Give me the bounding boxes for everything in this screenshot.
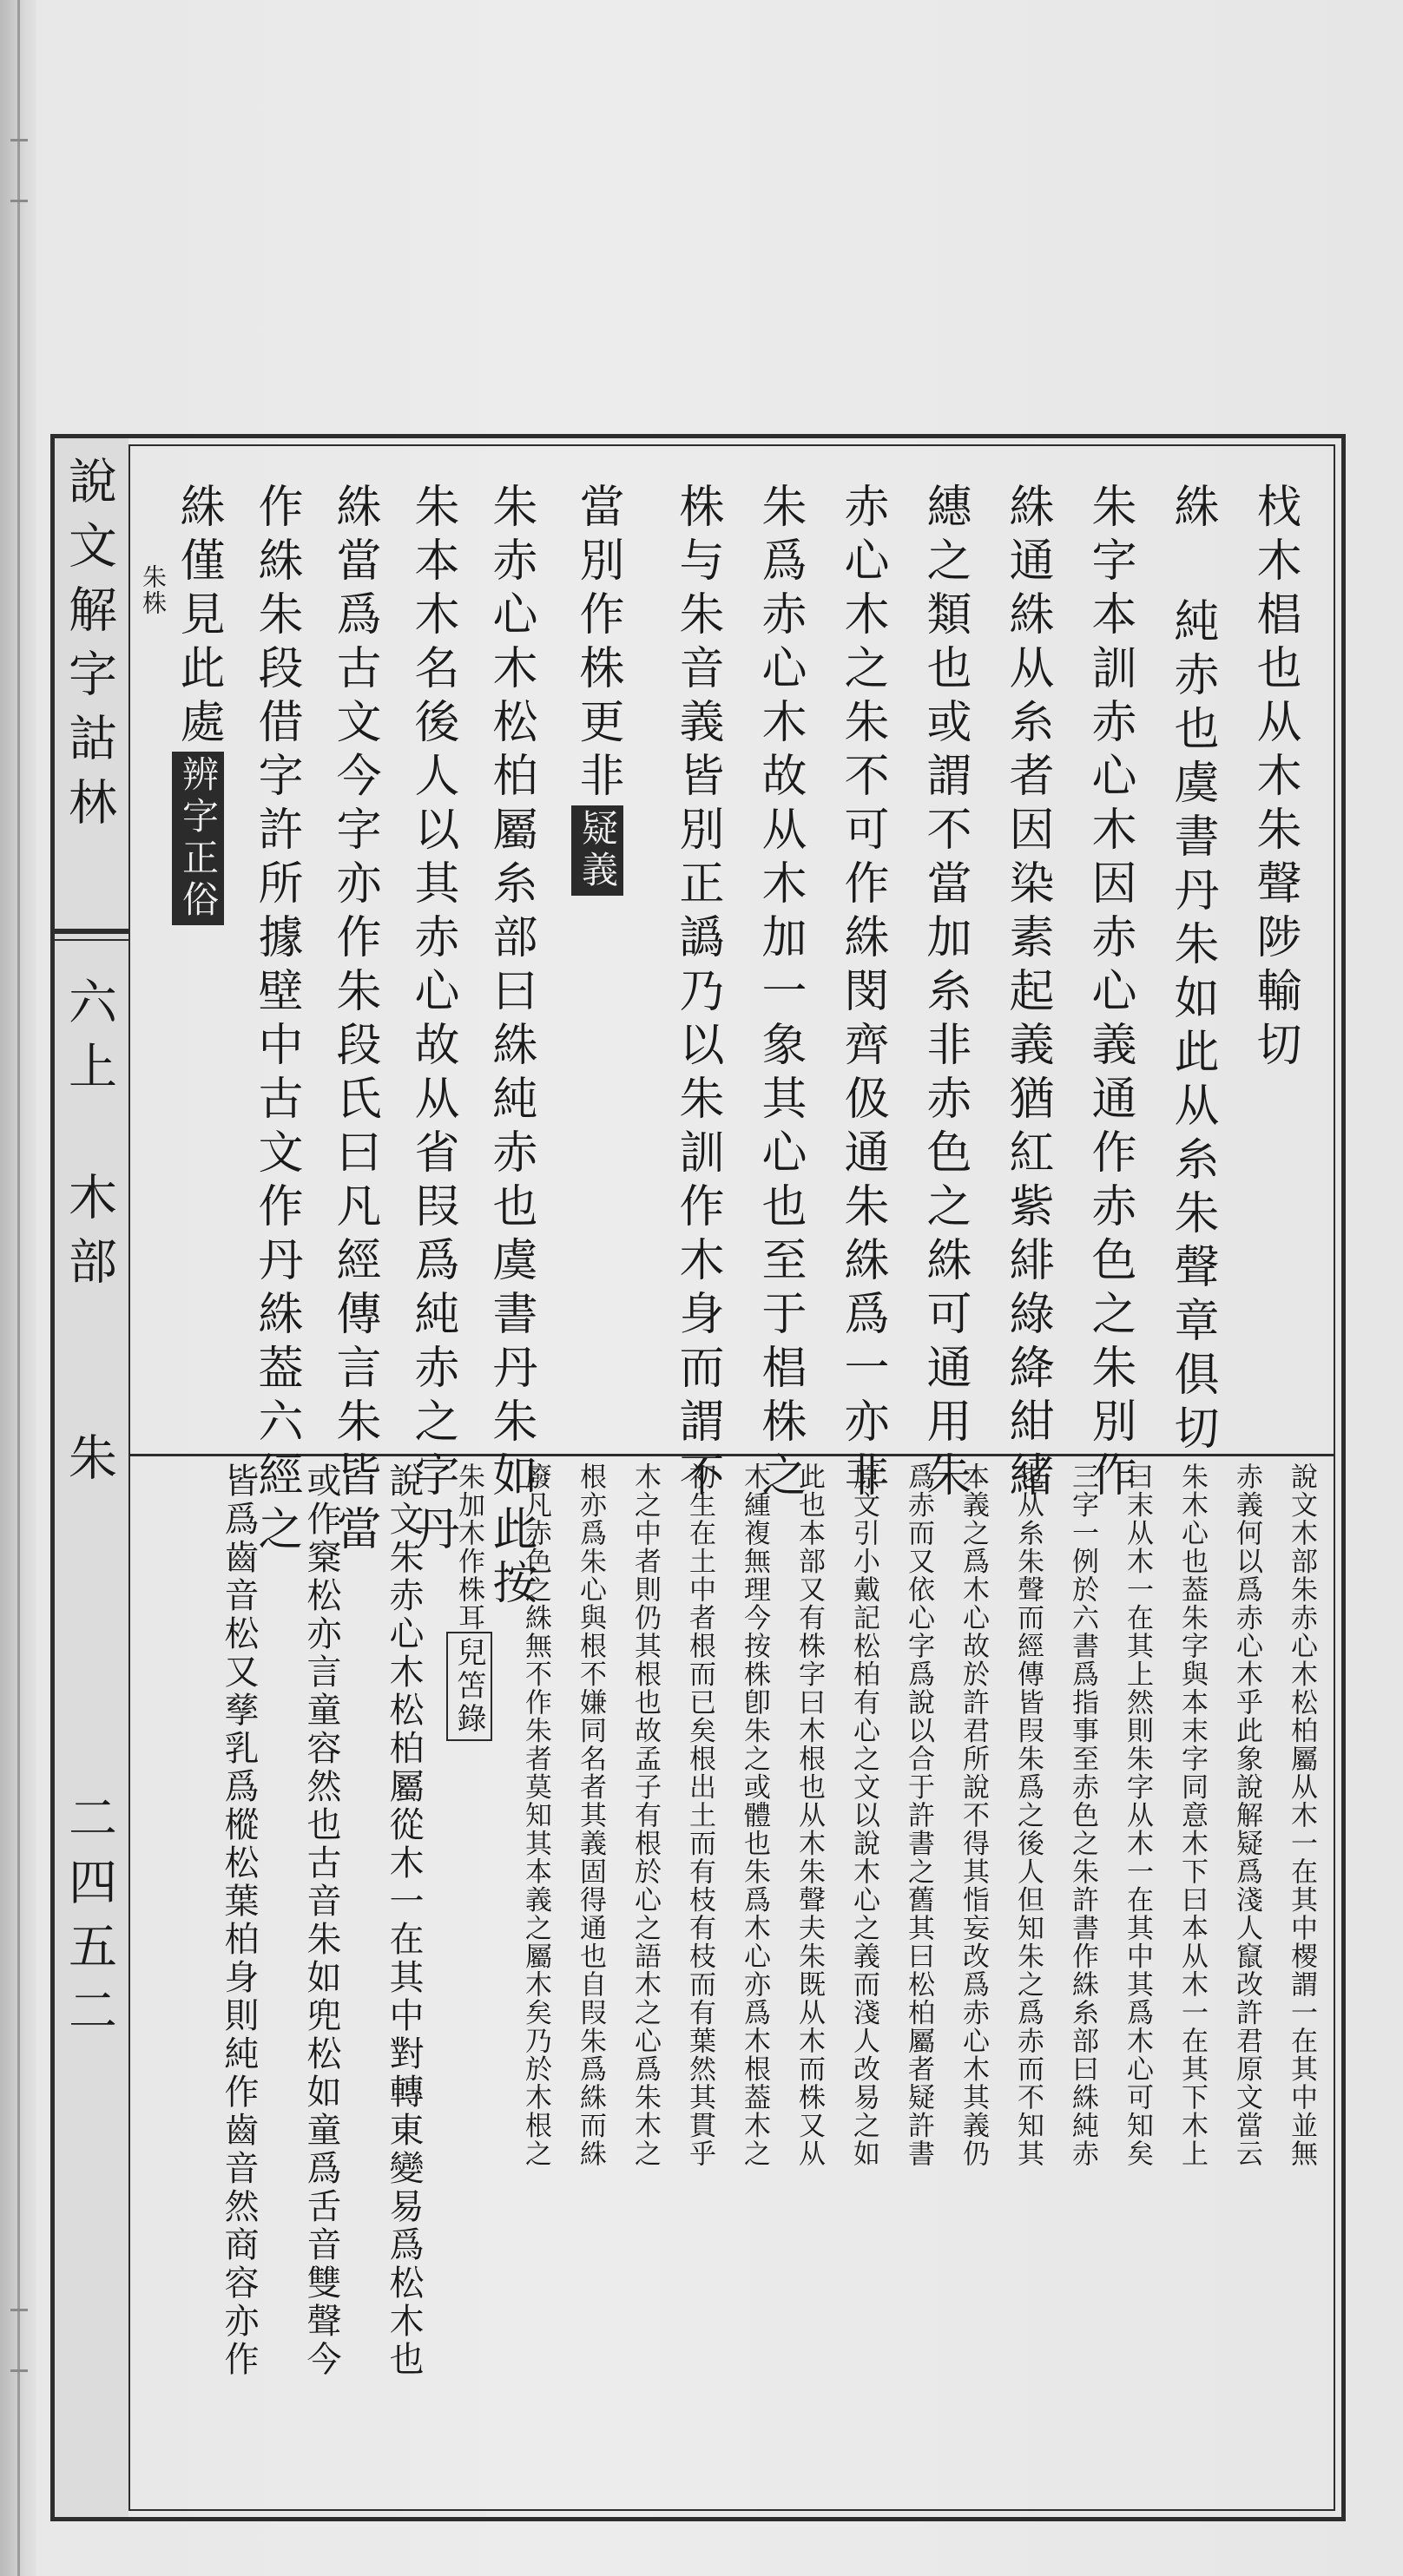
text-line: 本義之爲木心故於許君所說不得其恉妄改爲赤心木其義仍 bbox=[958, 1462, 989, 2168]
text-line-with-badge bbox=[174, 483, 231, 1446]
text-line: 原文引小戴記松柏有心之文以說木心之義而淺人改易之如 bbox=[848, 1462, 879, 2168]
text-line-with-badge bbox=[573, 483, 630, 1446]
text-line: 朱加木作株耳 bbox=[453, 1462, 484, 1632]
text-line: 初生在土中者根而已矣根出土而有枝有枝而有葉然其貫乎 bbox=[684, 1462, 715, 2168]
entry-char-label: 朱 bbox=[61, 1432, 117, 1496]
text-line: 朱木心也葢朱字與本末字同意木下曰本从木一在其下木上 bbox=[1176, 1462, 1208, 2168]
book-title: 說文解字詁林 bbox=[61, 456, 117, 841]
variant-line bbox=[1166, 483, 1225, 1458]
text-line: 朱赤心木松柏屬糸部曰絑純赤也虞書丹朱如此按 bbox=[484, 483, 537, 1613]
section-label: 六上 bbox=[61, 976, 117, 1105]
text-line: 當別作株更非 bbox=[571, 483, 623, 805]
text-line: 根亦爲朱心與根不嫌同名者其義固得通也自叚朱爲絑而絑 bbox=[575, 1462, 606, 2168]
text-line: 說文朱赤心木松柏屬從木一在其中對轉東變易爲松木也 bbox=[384, 1462, 424, 2379]
text-line: 朱爲赤心木故从木加一象其心也至于椙株之 bbox=[754, 483, 806, 1505]
variant-seal: 絑 bbox=[1166, 483, 1218, 536]
side-note: 朱株 bbox=[139, 564, 168, 616]
text-line: 絑通絑从糸者因染素起義猶紅紫緋綠絳紺緒 bbox=[1001, 483, 1053, 1505]
entry-heading bbox=[1250, 483, 1307, 1446]
binding-mark bbox=[10, 200, 28, 202]
text-line: 純赤也虞書丹朱如此从糸朱聲章俱切 bbox=[1166, 597, 1218, 1458]
binding-mark bbox=[10, 139, 28, 141]
text-line: 木之中者則仍其根也故孟子有根於心之語木之心爲朱木之 bbox=[629, 1462, 661, 2168]
text-line: 朱本木名後人以其赤心故从省叚爲純赤之字丹 bbox=[406, 483, 458, 1559]
entry-definition: 木椙也从木朱聲陟輸切 bbox=[1248, 536, 1301, 1074]
text-line: 此也本部又有株字曰木根也从木朱聲夫朱既从木而株又从 bbox=[794, 1462, 825, 2168]
text-line: 赤心木之朱不可作絑閔齊伋通朱絑爲一亦非 bbox=[836, 483, 888, 1505]
binding-line bbox=[17, 0, 20, 2576]
erhuang-badge: 兒笘錄 bbox=[446, 1632, 492, 1741]
fishtail-bar bbox=[55, 929, 128, 934]
text-line: 三字一例於六書爲指事至赤色之朱許書作絑糸部曰絑純赤 bbox=[1067, 1462, 1098, 2168]
text-line: 或作㮤松亦言童容然也古音朱如兜松如童爲舌音雙聲今 bbox=[301, 1462, 341, 2379]
seal-character: 𣏾 bbox=[1248, 483, 1301, 536]
binding-mark bbox=[10, 2309, 28, 2311]
text-line: 說文木部朱赤心木松柏屬从木一在其中㮨謂一在其中並無 bbox=[1286, 1462, 1317, 2168]
text-line: 繐之類也或謂不當加糸非赤色之絑可通用朱 bbox=[919, 483, 971, 1505]
page-number: 二四五二 bbox=[61, 1792, 117, 2049]
text-line: 赤義何以爲赤心木乎此象說解疑爲淺人竄改許君原文當云 bbox=[1231, 1462, 1262, 2168]
text-line: 廢凡赤色之絑無不作朱者莫知其本義之屬木矣乃於木根之 bbox=[520, 1462, 551, 2168]
yiyi-badge: 疑義 bbox=[571, 805, 623, 896]
text-line: 絑僅見此處 bbox=[172, 483, 224, 752]
text-line: 爲赤而又依心字爲說以合于許書之舊其曰松柏屬者疑許書 bbox=[903, 1462, 934, 2168]
text-line: 絑當爲古文今字亦作朱段氏曰凡經傳言朱皆當 bbox=[328, 483, 380, 1559]
text-line: 皆爲齒音松又孳乳爲樅松葉柏身則純作齒音然商容亦作 bbox=[219, 1462, 259, 2379]
text-line-with-badge bbox=[451, 1462, 492, 2504]
text-line: 曰末从木一在其上然則朱字从木一在其中其爲木心可知矣 bbox=[1122, 1462, 1153, 2168]
text-line: 朱字本訓赤心木因赤心義通作赤色之朱別作 bbox=[1084, 483, 1136, 1505]
text-line: 木緟複無理今按株卽朱之或體也朱爲木心亦爲木根葢木之 bbox=[739, 1462, 770, 2168]
text-line: 株与朱音義皆別正譌乃以朱訓作木身而謂不 bbox=[671, 483, 723, 1505]
text-line: 也从糸朱聲而經傳皆叚朱爲之後人但知朱之爲赤而不知其 bbox=[1012, 1462, 1044, 2168]
radical-label: 木部 bbox=[61, 1172, 117, 1300]
fishtail-bar-thin bbox=[55, 939, 128, 941]
section-divider bbox=[128, 1454, 1335, 1456]
text-line: 作絑朱段借字許所據壁中古文作丹絑葢六經之 bbox=[250, 483, 302, 1559]
binding-mark bbox=[10, 2369, 28, 2372]
bianzi-badge: 辨字正俗 bbox=[172, 752, 224, 925]
